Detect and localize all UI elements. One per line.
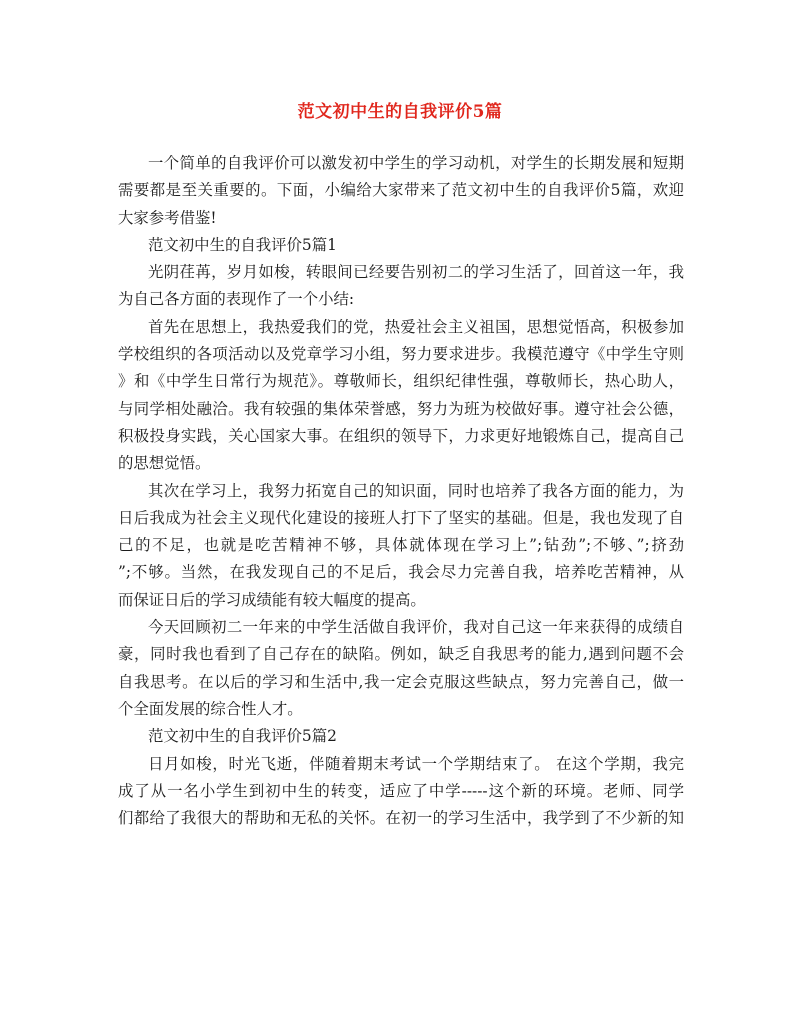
text-line: 自我思考。在以后的学习和生活中,我一定会克服这些缺点，努力完善自己，做一	[118, 672, 684, 691]
text-line: 》和《中学生日常行为规范》。尊敬师长，组织纪律性强，尊敬师长，热心助人，	[118, 372, 684, 391]
text-line: 光阴荏苒，岁月如梭，转眼间已经要告别初二的学习生活了，回首这一年，我	[148, 263, 684, 282]
document-body	[118, 150, 684, 832]
text-line: 其次在学习上，我努力拓宽自己的知识面，同时也培养了我各方面的能力，为	[148, 481, 684, 500]
text-line: 豪，同时我也看到了自己存在的缺陷。例如，缺乏自我思考的能力,遇到问题不会	[118, 645, 684, 664]
text-line: 日月如梭，时光飞逝，伴随着期末考试一个学期结束了。 在这个学期，我完	[148, 754, 684, 773]
text-line: 需要都是至关重要的。下面，小编给大家带来了范文初中生的自我评价5篇，欢迎	[118, 181, 684, 200]
text-line: 们都给了我很大的帮助和无私的关怀。在初一的学习生活中，我学到了不少新的知	[118, 809, 684, 828]
text-line: 范文初中生的自我评价5篇2	[148, 727, 337, 746]
text-line: 个全面发展的综合性人才。	[118, 699, 303, 718]
text-line: 为自己各方面的表现作了一个小结:	[118, 290, 355, 309]
text-line: 成了从一名小学生到初中生的转变，适应了中学-----这个新的环境。老师、同学	[118, 781, 684, 800]
text-line: 大家参考借鉴!	[118, 208, 217, 227]
text-line: ”;不够。当然，在我发现自己的不足后，我会尽力完善自我，培养吃苦精神，从	[118, 563, 684, 582]
text-line: 积极投身实践，关心国家大事。在组织的领导下，力求更好地锻炼自己，提高自己	[118, 426, 684, 445]
text-line: 的思想觉悟。	[118, 454, 211, 473]
text-line: 己的不足，也就是吃苦精神不够，具体就体现在学习上”;钻劲”;不够、”;挤劲	[118, 536, 684, 555]
text-line: 一个简单的自我评价可以激发初中学生的学习动机，对学生的长期发展和短期	[148, 154, 684, 172]
text-line: 日后我成为社会主义现代化建设的接班人打下了坚实的基础。但是，我也发现了自	[118, 508, 684, 527]
text-line: 范文初中生的自我评价5篇1	[148, 235, 337, 254]
document-title: 范文初中生的自我评价5篇	[297, 102, 503, 122]
text-line: 而保证日后的学习成绩能有较大幅度的提高。	[118, 590, 426, 609]
text-line: 今天回顾初二一年来的中学生活做自我评价，我对自己这一年来获得的成绩自	[148, 618, 684, 637]
text-line: 首先在思想上，我热爱我们的党，热爱社会主义祖国，思想觉悟高，积极参加	[148, 317, 684, 336]
text-line: 与同学相处融洽。我有较强的集体荣誉感，努力为班为校做好事。遵守社会公德，	[118, 399, 684, 418]
text-line: 学校组织的各项活动以及党章学习小组，努力要求进步。我模范遵守《中学生守则	[118, 345, 684, 364]
